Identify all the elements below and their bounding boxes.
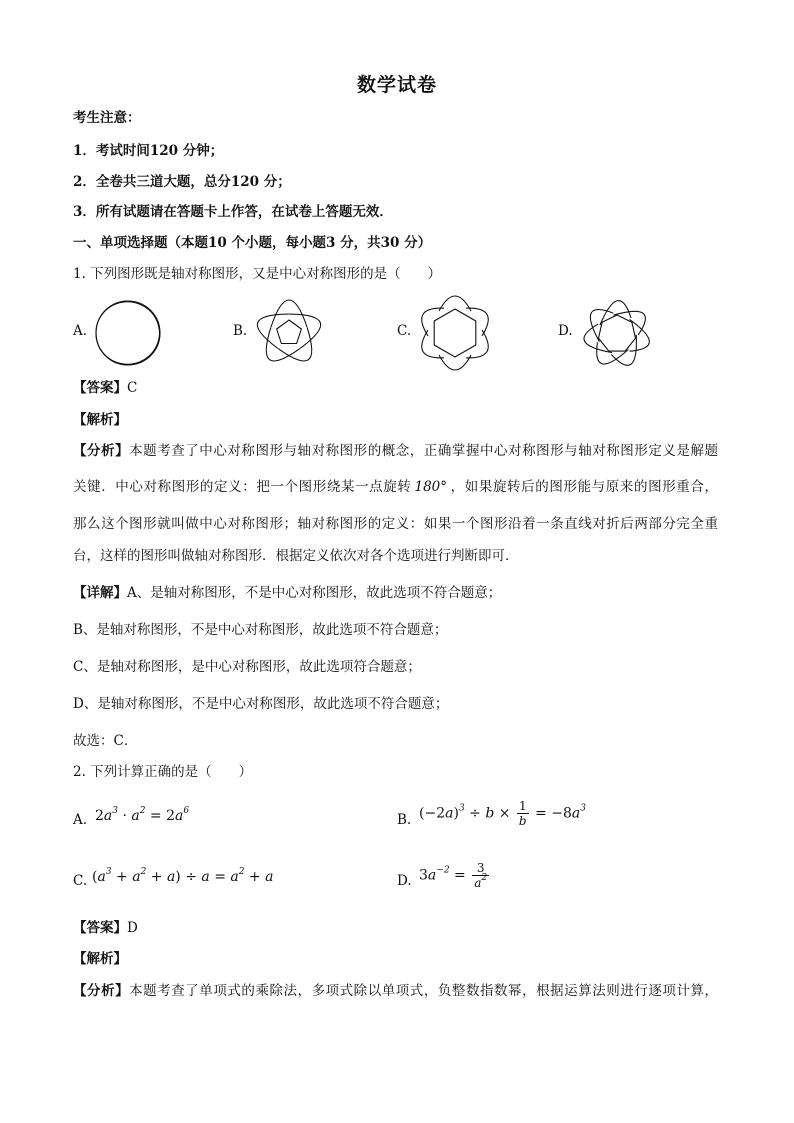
q1-option-d-label: D.	[558, 323, 573, 339]
notice-item-1: 1．考试时间120 分钟；	[73, 143, 224, 159]
q1-analysis-tag: 【解析】	[73, 412, 127, 428]
q1-detail-line-3: C、是轴对称图形，是中心对称图形，故此选项符合题意；	[73, 659, 421, 675]
q2-answer	[73, 918, 138, 938]
detail-text: A、是轴对称图形，不是中心对称图形，故此选项不符合题意；	[127, 585, 502, 601]
q1-detail-line-2: B、是轴对称图形，不是中心对称图形，故此选项不符合题意；	[73, 622, 448, 638]
q2-option-a-formula: $2a^3 \cdot a^2 = 2a^6$	[95, 806, 190, 824]
notice-heading: 考生注意：	[73, 110, 141, 126]
q2-option-c-label: C.	[73, 873, 88, 889]
q2-analysis-line-1	[73, 981, 718, 1001]
analysis-text: 关键．中心对称图形的定义：把一个图形绕某一点旋转	[73, 479, 412, 495]
q1-conclusion: 故选：C．	[73, 733, 138, 749]
q2-option-d-formula: $3a^{-2}$ = $\frac{3}{a^2}$	[419, 861, 488, 890]
q1-answer	[73, 378, 137, 398]
q1-analysis-line-2	[73, 477, 718, 497]
answer-tag: 【答案】	[73, 380, 127, 396]
q1-option-c-figure	[416, 294, 494, 372]
rotation-angle: 180°	[414, 479, 448, 495]
analysis-text: 本题考查了单项式的乘除法，多项式除以单项式，负整数指数幂，根据运算法则进行逐项计算，	[129, 983, 719, 999]
q1-option-c-label: C.	[397, 323, 412, 339]
q1-option-a-label: A.	[73, 323, 88, 339]
analysis-text: 本题考查了中心对称图形与轴对称图形的概念，正确掌握中心对称图形与轴对称图形定义是解题	[129, 443, 719, 459]
detail-head: 【详解】	[73, 585, 127, 601]
page-title: 数学试卷	[356, 74, 437, 96]
answer-value: C	[127, 380, 138, 396]
q1-detail-line-1	[73, 583, 501, 603]
q2-stem: 2. 下列计算正确的是（ ）	[73, 764, 253, 780]
q2-option-b-label: B.	[397, 812, 412, 828]
q1-option-d-figure	[577, 294, 657, 374]
q1-option-b-label: B.	[233, 323, 248, 339]
q1-option-a-figure	[92, 297, 164, 369]
q1-analysis-line-3: 那么这个图形就叫做中心对称图形；轴对称图形的定义：如果一个图形沿着一条直线对折后两部分完全重	[73, 516, 718, 532]
q1-detail-line-4: D、是轴对称图形，不是中心对称图形，故此选项不符合题意；	[73, 696, 449, 712]
analysis-text: ，如果旋转后的图形能与原来的图形重合，	[450, 479, 719, 495]
answer-tag: 【答案】	[73, 920, 127, 936]
q1-analysis-line-1	[73, 441, 718, 461]
q1-option-b-figure	[252, 296, 326, 370]
q1-stem: 1. 下列图形既是轴对称图形，又是中心对称图形的是（ ）	[73, 266, 442, 282]
notice-item-2: 2．全卷共三道大题，总分120 分；	[73, 174, 291, 190]
q2-option-b-formula: $(-2a)^3 \div b$ × $\frac{1}{b}$ = $-8a^3$	[419, 799, 586, 828]
analysis-head: 【分析】	[73, 443, 130, 459]
section-heading: 一、单项选择题（本题10 个小题，每小题3 分，共30 分）	[73, 235, 432, 251]
q2-option-d-label: D.	[397, 873, 412, 889]
q2-option-c-formula: $(a^3 + a^2 + a) \div a = a^2 + a$	[92, 867, 274, 885]
q2-analysis-tag: 【解析】	[73, 951, 127, 967]
q2-option-a-label: A.	[73, 812, 88, 828]
analysis-head: 【分析】	[73, 983, 130, 999]
answer-value: D	[127, 920, 138, 936]
notice-item-3: 3．所有试题请在答题卡上作答，在试卷上答题无效．	[73, 204, 393, 220]
q1-analysis-line-4: 台，这样的图形叫做轴对称图形．根据定义依次对各个选项进行判断即可．	[73, 548, 519, 564]
